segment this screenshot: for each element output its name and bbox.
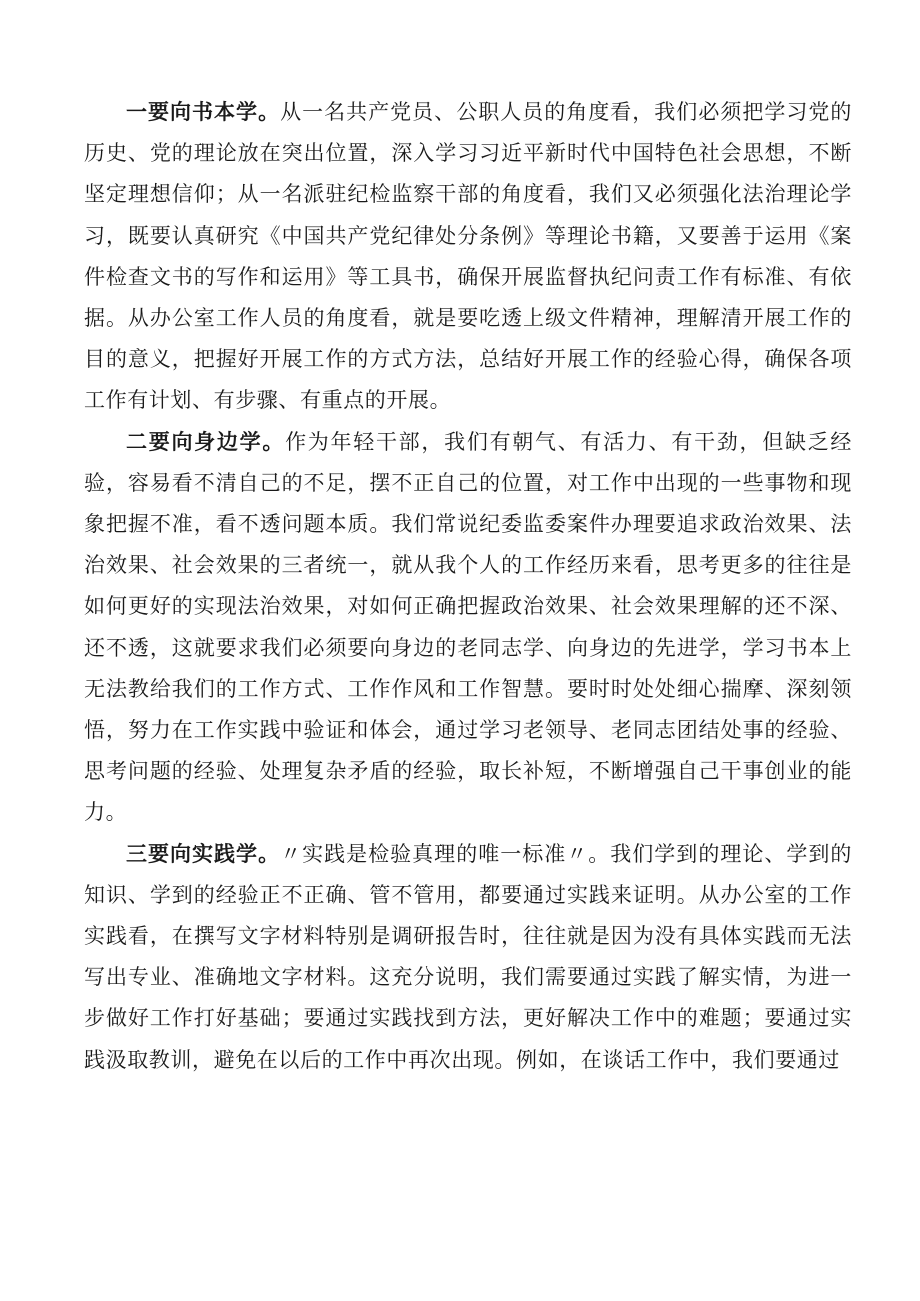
paragraph-lead: 一要向书本学。 xyxy=(126,100,281,124)
paragraph-body: 从一名共产党员、公职人员的角度看，我们必须把学习党的历史、党的理论放在突出位置，深入学习习近平新时代中国特色社会思想，不断坚定理想信仰；从一名派驻纪检监察干部的角度看，我们又必须强化法治理论学习，既要认真研究《中国共产党纪律处分条例》等理论书籍，又要善于运用《案件检查文书的写作和运用》等工具书，确保开展监督执纪问责工作有标准、有依据。从办公室工作人员的角度看，就是要吃透上级文件精神，理解清开展工作的目的意义，把握好开展工作的方式方法，总结好开展工作的经验心得，确保各项工作有计划、有步骤、有重点的开展。 xyxy=(84,100,852,413)
document-page xyxy=(84,92,852,1081)
paragraph-body: 〃实践是检验真理的唯一标准〃。我们学到的理论、学到的知识、学到的经验正不正确、管不管用，都要通过实践来证明。从办公室的工作实践看，在撰写文字材料特别是调研报告时，往往就是因为没有具体实践而无法写出专业、准确地文字材料。这充分说明，我们需要通过实践了解实情，为进一步做好工作打好基础；要通过实践找到方法，更好解决工作中的难题；要通过实践汲取教训，避免在以后的工作中再次出现。例如，在谈话工作中，我们要通过 xyxy=(84,841,852,1072)
paragraph-body: 作为年轻干部，我们有朝气、有活力、有干劲，但缺乏经验，容易看不清自己的不足，摆不正自己的位置，对工作中出现的一些事物和现象把握不准，看不透问题本质。我们常说纪委监委案件办理要追求政治效果、法治效果、社会效果的三者统一，就从我个人的工作经历来看，思考更多的往往是如何更好的实现法治效果，对如何正确把握政治效果、社会效果理解的还不深、还不透，这就要求我们必须要向身边的老同志学、向身边的先进学，学习书本上无法教给我们的工作方式、工作作风和工作智慧。要时时处处细心揣摩、深刻领悟，努力在工作实践中验证和体会，通过学习老领导、老同志团结处事的经验、思考问题的经验、处理复杂矛盾的经验，取长补短，不断增强自己干事创业的能力。 xyxy=(84,429,852,825)
paragraph-study-colleagues xyxy=(84,422,852,834)
paragraph-study-practice xyxy=(84,834,852,1081)
paragraph-lead: 三要向实践学。 xyxy=(126,841,281,866)
paragraph-lead: 二要向身边学。 xyxy=(126,429,286,454)
paragraph-study-books xyxy=(84,92,852,422)
